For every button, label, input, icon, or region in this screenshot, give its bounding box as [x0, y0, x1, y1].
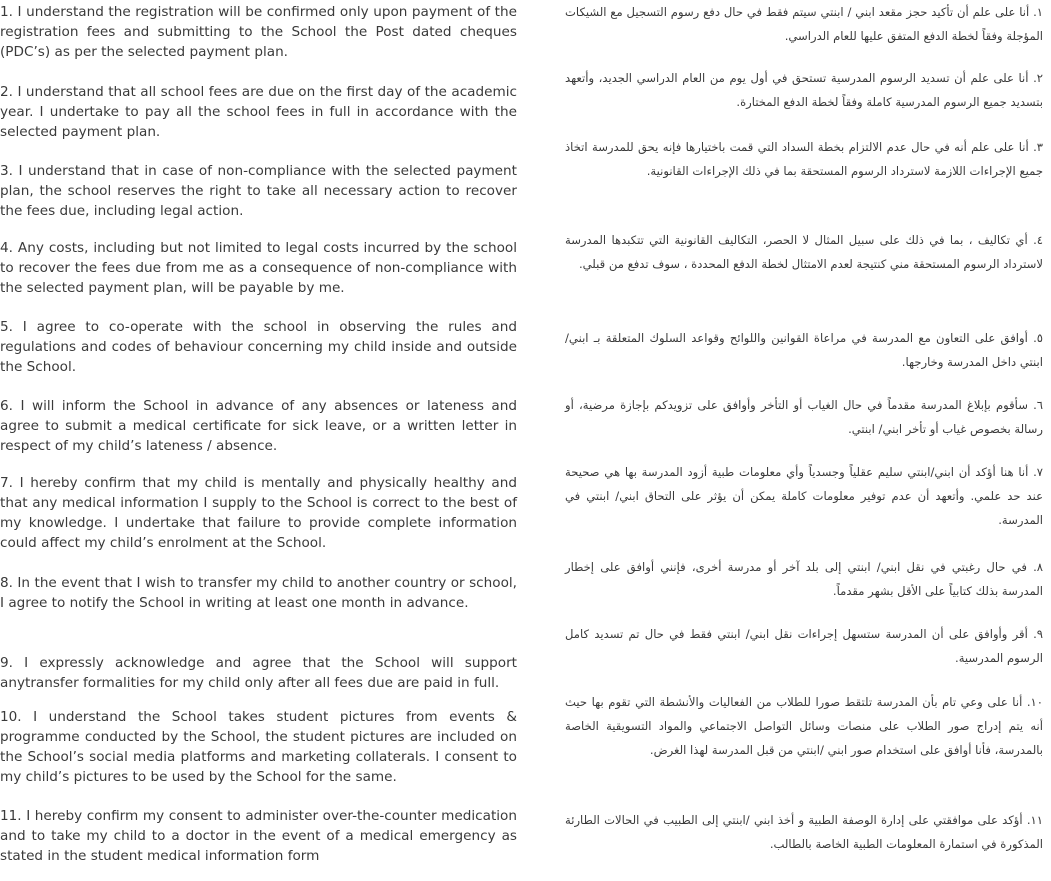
arabic-clause-4: ٤. أي تكاليف ، بما في ذلك على سبيل المثال لا الحصر، التكاليف القانونية التي تتكبدها المدرسة لاسترداد الرسوم المستحقة مني كنتيجة لعدم الامتثال لخطة الدفع المحددة ، سوف تدفع من قبلي. — [565, 233, 1043, 271]
english-clause-8: 8. In the event that I wish to transfer my child to another country or school, I agree to notify the School in writing at least one month in advance. — [0, 575, 517, 611]
english-clause-10: 10. I understand the School takes student pictures from events & programme conducted by the School, the student pictures are included on the School’s social media platforms and marketing collaterals. I consent to my child’s pictures to be used by the School for the same. — [0, 709, 517, 785]
arabic-clause-10: ١٠. أنا على وعي تام بأن المدرسة تلتقط صورا للطلاب من الفعاليات والأنشطة التي تقوم بها حيث أنه يتم إدراج صور الطلاب على منصات وسائل التواصل الاجتماعي والمواد التسويقية الخاصة بالمدرسة، فأنا أوافق على استخدام صور ابني /ابنتي من قبل المدرسة لهذا الغرض. — [565, 695, 1043, 757]
arabic-clause-5: ٥. أوافق على التعاون مع المدرسة في مراعاة القوانين واللوائح وقواعد السلوك المتعلقة بـ ابني/ ابنتي داخل المدرسة وخارجها. — [565, 331, 1043, 369]
arabic-clause-1: ١. أنا على علم أن تأكيد حجز مقعد ابني / ابنتي سيتم فقط في حال دفع رسوم التسجيل مع الشيكات المؤجلة وفقاً لخطة الدفع المتفق عليها للعام الدراسي. — [565, 5, 1043, 43]
arabic-clause-6: ٦. سأقوم بإبلاغ المدرسة مقدماً في حال الغياب أو التأخر وأوافق على تزويدكم بإجازة مرضية، أو رسالة بخصوص غياب أو تأخر ابني/ ابنتي. — [565, 398, 1043, 436]
arabic-clause-9: ٩. أقر وأوافق على أن المدرسة ستسهل إجراءات نقل ابني/ ابنتي فقط في حال تم تسديد كامل الرسوم المدرسية. — [565, 627, 1043, 665]
english-clause-6: 6. I will inform the School in advance of any absences or lateness and agree to submit a medical certificate for sick leave, or a written letter in respect of my child’s lateness / absence. — [0, 398, 517, 454]
english-clause-2: 2. I understand that all school fees are due on the first day of the academic year. I undertake to pay all the school fees in full in accordance with the selected payment plan. — [0, 84, 517, 140]
arabic-clause-3: ٣. أنا على علم أنه في حال عدم الالتزام بخطة السداد التي قمت باختيارها فإنه يحق للمدرسة اتخاذ جميع الإجراءات اللازمة لاسترداد الرسوم المستحقة بما في ذلك الإجراءات القانونية. — [565, 140, 1043, 178]
english-clause-7: 7. I hereby confirm that my child is mentally and physically healthy and that any medical information I supply to the School is correct to the best of my knowledge. I undertake that failure to provide complete information could affect my child’s enrolment at the School. — [0, 475, 517, 551]
english-clause-1: 1. I understand the registration will be confirmed only upon payment of the registration fees and submitting to the School the Post dated cheques (PDC’s) as per the selected payment plan. — [0, 4, 517, 60]
english-clause-9: 9. I expressly acknowledge and agree that the School will support anytransfer formalities for my child only after all fees due are paid in full. — [0, 655, 517, 691]
english-clause-4: 4. Any costs, including but not limited to legal costs incurred by the school to recover the fees due from me as a consequence of non-compliance with the selected payment plan, will be payable by me. — [0, 240, 517, 296]
arabic-clause-8: ٨. في حال رغبتي في نقل ابني/ ابنتي إلى بلد آخر أو مدرسة أخرى، فإنني أوافق على إخطار المدرسة بذلك كتابياً على الأقل بشهر مقدماً. — [565, 560, 1043, 598]
english-clause-5: 5. I agree to co-operate with the school in observing the rules and regulations and codes of behaviour concerning my child inside and outside the School. — [0, 319, 517, 375]
english-clause-3: 3. I understand that in case of non-compliance with the selected payment plan, the school reserves the right to take all necessary action to recover the fees due, including legal action. — [0, 163, 517, 219]
arabic-clause-2: ٢. أنا على علم أن تسديد الرسوم المدرسية تستحق في أول يوم من العام الدراسي الجديد، وأتعهد بتسديد جميع الرسوم المدرسية كاملة وفقاً لخطة الدفع المختارة. — [565, 71, 1043, 109]
arabic-clause-7: ٧. أنا هنا أؤكد أن ابني/ابنتي سليم عقلياً وجسدياً وأي معلومات طبية أزود المدرسة بها هي صحيحة عند حد علمي. وأتعهد أن عدم توفير معلومات كاملة يمكن أن يؤثر على التحاق ابني/ ابنتي في المدرسة. — [565, 465, 1043, 527]
arabic-clause-11: ١١. أؤكد على موافقتي على إدارة الوصفة الطبية و أخذ ابني /ابنتي إلى الطبيب في الحالات الطارئة المذكورة في استمارة المعلومات الطبية الخاصة بالطالب. — [565, 813, 1043, 851]
english-clause-11: 11. I hereby confirm my consent to administer over-the-counter medication and to take my child to a doctor in the event of a medical emergency as stated in the student medical information form — [0, 808, 517, 864]
